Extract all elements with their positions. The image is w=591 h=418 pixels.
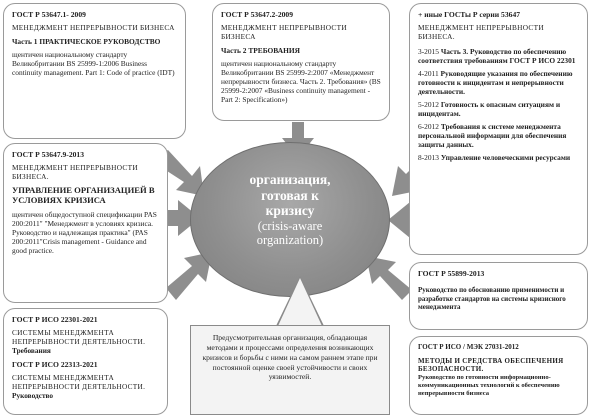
other-title: МЕНЕДЖМЕНТ НЕПРЕРЫВНОСТИ БИЗНЕСА. [418,23,544,42]
gost-title: МЕНЕДЖМЕНТ НЕПРЕРЫВНОСТИ БИЗНЕСА [221,23,347,42]
gost-desc: щентичен общедоступной спецификации PAS 200:2011" "Менеджмент в условиях кризиса. Руководство и надлежащая практика" (PAS 200:2011"Crisis management - Guidance and good practice. [12,209,157,255]
gost-code: ГОСТ Р 53647.2-2009 [221,10,294,19]
center-label [215,172,365,247]
box-gost-iso-27031 [409,336,588,415]
gost-title: СИСТЕМЫ МЕНЕДЖМЕНТА НЕПРЕРЫВНОСТИ ДЕЯТЕЛЬНОСТИ. Руководство [12,373,146,400]
other-item: 4-2011 Руководящие указания по обеспечению готовности к инцидентам и непрерывности деятельности. [418,69,573,97]
box-gost-55899 [409,262,588,330]
center-line: кризису [265,203,315,219]
gost-desc: щентичен национальному стандарту Великобритании BS 25999-2:2007 «Менеджмент непрерывности бизнеса. Часть 2. Требования» (BS 25999-2:2007 «Business continuity management - Part 2: Specification») [221,59,381,105]
gost-part: УПРАВЛЕНИЕ ОРГАНИЗАЦИЕЙ В УСЛОВИЯХ КРИЗИСА [12,185,155,205]
other-item: 6-2012 Требования к системе менеджмента персональной информации для обеспечения защиты данных. [418,122,567,150]
box-gost-53647-2 [212,3,390,121]
gost-desc: Руководство по обоснованию применимости и разработке стандартов на системы кризисного менеджмента [418,286,566,312]
callout-text: Предусмотрительная организация, обладающая методами и процессами определения возникающих кризисов и борьбы с ними на самом раннем этапе при постоянной оценке своей устойчивости и своих уязвимостей. [202,333,378,382]
gost-code: ГОСТ Р 53647.1- 2009 [12,10,86,19]
center-line: организация, [249,172,331,187]
other-item: 3-2015 Часть 3. Руководство по обеспечению соответствия требованиям ГОСТ Р ИСО 22301 [418,47,576,66]
center-line: (crisis-aware [257,218,323,233]
gost-code: ГОСТ Р ИСО 22301-2021 [12,315,98,324]
box-gost-53647-1 [3,3,186,139]
other-item: 5-2012 Готовность к опасным ситуациям и инцидентам. [418,100,561,119]
box-gost-iso-22301-22313 [3,308,168,415]
gost-code: ГОСТ Р 55899-2013 [418,269,485,278]
other-header: + иные ГОСТы Р серии 53647 [418,10,521,19]
gost-code: ГОСТ Р ИСО / МЭК 27031-2012 [418,343,519,351]
gost-desc: щентичен национальному стандарту Великобритании BS 25999-1:2006 Business continuity management. Part 1: Code of practice (IDT) [12,50,175,78]
gost-code: ГОСТ Р 53647.9-2013 [12,150,85,159]
box-gost-53647-9 [3,143,168,303]
box-other-gosts [409,3,588,255]
gost-desc: Руководство по готовности информационно-коммуникационных технологий к обеспечению непрерывности бизнеса [418,373,560,397]
gost-title: МЕТОДЫ И СРЕДСТВА ОБЕСПЕЧЕНИЯ БЕЗОПАСНОСТИ. [418,356,564,374]
callout-pointer [278,278,322,326]
center-line: готовая к [261,187,319,203]
gost-code: ГОСТ Р ИСО 22313-2021 [12,359,98,369]
gost-part: Часть 1 ПРАКТИЧЕСКОЕ РУКОВОДСТВО [12,37,161,47]
gost-title: МЕНЕДЖМЕНТ НЕПРЕРЫВНОСТИ БИЗНЕСА [12,23,175,33]
callout-box [190,325,390,415]
other-item: 8-2013 Управление человеческими ресурсами [418,153,571,163]
gost-title: МЕНЕДЖМЕНТ НЕПРЕРЫВНОСТИ БИЗНЕСА. [12,163,138,182]
gost-title: СИСТЕМЫ МЕНЕДЖМЕНТА НЕПРЕРЫВНОСТИ ДЕЯТЕЛЬНОСТИ. Требования [12,328,146,356]
center-line: organization) [256,232,324,247]
gost-part: Часть 2 ТРЕБОВАНИЯ [221,46,300,56]
